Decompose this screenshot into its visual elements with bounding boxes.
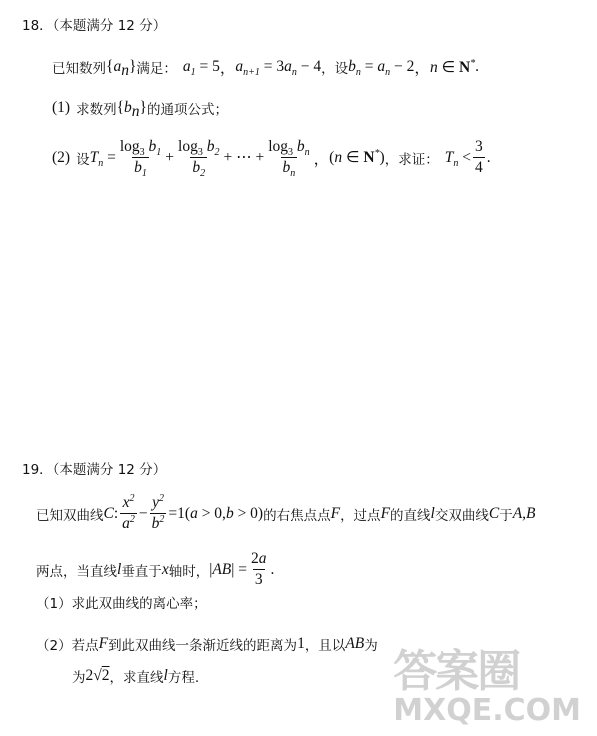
q18-part1-label: (1) bbox=[52, 99, 71, 116]
q19-2sqrt2: 2√2 bbox=[85, 667, 110, 684]
q18-prove: ，求证： bbox=[384, 151, 439, 168]
q19-frac-x2a2: $\frac{x^2}{a^2}$ bbox=[122, 492, 135, 532]
q18-seq-bn: $\{b_n\}$ bbox=[116, 99, 147, 121]
q19-given-mid: 的右焦点点 bbox=[263, 507, 331, 524]
q19-part2-b: 到此双曲线一条渐近线的距离为 bbox=[108, 638, 298, 654]
q18-n-domain-2: (n ∈ N*) bbox=[329, 147, 385, 166]
q18-set-text: ，设 bbox=[321, 61, 349, 77]
q19-given-mid4: 交双曲线 bbox=[434, 507, 489, 524]
q19-header: 19．（本题满分 12 分） bbox=[22, 462, 167, 478]
q19-part2-d: 为 bbox=[364, 638, 378, 654]
q19-line2: 两点，当直线 l 垂直于 x 轴时， |AB| = $\frac{2a}{3}$ . bbox=[36, 550, 275, 588]
q18-part2: (2) 设 $T_n$ = $\frac{\log_3 b_1}{b_1}$ + $\frac{\log_3 b_2}{b_2}$ + ⋯ + $\frac{\log_3 b_n}{b_n}$ ， (n ∈ N*) ，求证： $T_n$ < $\frac{3}{4}$ . bbox=[52, 138, 491, 180]
q19-line2-mid2: 轴时， bbox=[168, 563, 210, 580]
q18-header: 18．（本题满分 12 分） bbox=[22, 18, 167, 34]
q18-frac-34: $\frac{3}{4}$ bbox=[474, 138, 483, 176]
q19-part2-g: 方程. bbox=[167, 670, 200, 686]
q18-part1-text2: 的通项公式； bbox=[146, 102, 228, 118]
q19-frac-2a3: $\frac{2a}{3}$ bbox=[250, 550, 267, 588]
q19-given-mid5: 于 bbox=[499, 507, 513, 524]
q19-curve-c: C: bbox=[103, 504, 119, 522]
q19-part1: （1）求此双曲线的离心率； bbox=[36, 596, 207, 612]
q18-given-mid: 满足： bbox=[136, 61, 177, 77]
q18-tn: $T_n$ = bbox=[89, 148, 116, 169]
q19-part2-cont: 为 2√2 ，求直线 l 方程. bbox=[72, 667, 200, 686]
q19-given-mid3: 的直线 bbox=[390, 507, 431, 524]
q19-line2-prefix: 两点，当直线 bbox=[36, 563, 117, 580]
q18-part2-text: 设 bbox=[76, 151, 90, 168]
q18-given-prefix: 已知数列 bbox=[52, 61, 106, 77]
q19-given-prefix: 已知双曲线 bbox=[36, 507, 104, 524]
q19-part2-f: ，求直线 bbox=[109, 670, 164, 686]
watermark-en: MXQE.COM bbox=[393, 693, 581, 728]
q18-frac-n: $\frac{\log_3 b_n}{b_n}$ bbox=[268, 138, 310, 180]
q18-part1 bbox=[52, 98, 228, 121]
q19-part2-a: （2）若点 bbox=[36, 638, 99, 654]
q18-inequality: $T_n$ < bbox=[444, 148, 471, 169]
q18-recurrence: $a_{n+1} = 3a_n - 4$ bbox=[235, 58, 322, 79]
watermark-cn: 答案圈 bbox=[393, 646, 520, 697]
watermark bbox=[393, 635, 581, 728]
q18-frac-2: $\frac{\log_3 b_2}{b_2}$ bbox=[178, 138, 220, 180]
q19-frac-y2b2: $\frac{y^2}{b^2}$ bbox=[151, 492, 165, 532]
q19-given-mid2: ，过点 bbox=[340, 507, 381, 524]
q18-part2-label: (2) bbox=[52, 148, 71, 166]
q18-n-domain: n ∈ N* bbox=[429, 57, 476, 76]
q19-line2-mid: 垂直于 bbox=[121, 563, 162, 580]
q19-given: 已知双曲线 C: $\frac{x^2}{a^2}$ − $\frac{y^2}{b^2}$ =1(a > 0,b > 0) 的右焦点点 F ，过点 F 的直线 l 交双曲线 C 于 A,B bbox=[36, 492, 536, 532]
q19-part2-e: 为 bbox=[72, 670, 86, 686]
q18-seq-an: $\{a_n\}$ bbox=[106, 58, 137, 80]
q19-part2-c: ，且以 bbox=[304, 638, 346, 654]
q18-bn-def: $b_n = a_n - 2$ bbox=[348, 58, 415, 79]
q18-frac-1: $\frac{\log_3 b_1}{b_1}$ bbox=[119, 138, 162, 180]
q19-part2: （2）若点 F 到此双曲线一条渐近线的距离为 1 ，且以 AB 为 bbox=[36, 635, 378, 654]
q19-ab-len: |AB| = bbox=[209, 560, 247, 578]
q18-a1-eq: $a_1 = 5$ bbox=[182, 58, 220, 79]
q18-part1-text: 求数列 bbox=[76, 102, 117, 118]
q19-condition: =1(a > 0,b > 0) bbox=[168, 504, 264, 522]
q18-given: 已知数列 $\{a_n\}$ 满足： $a_1 = 5$ ， $a_{n+1} = 3a_n - 4$ ，设 $b_n = a_n - 2$ ， n ∈ N* . bbox=[52, 57, 480, 80]
